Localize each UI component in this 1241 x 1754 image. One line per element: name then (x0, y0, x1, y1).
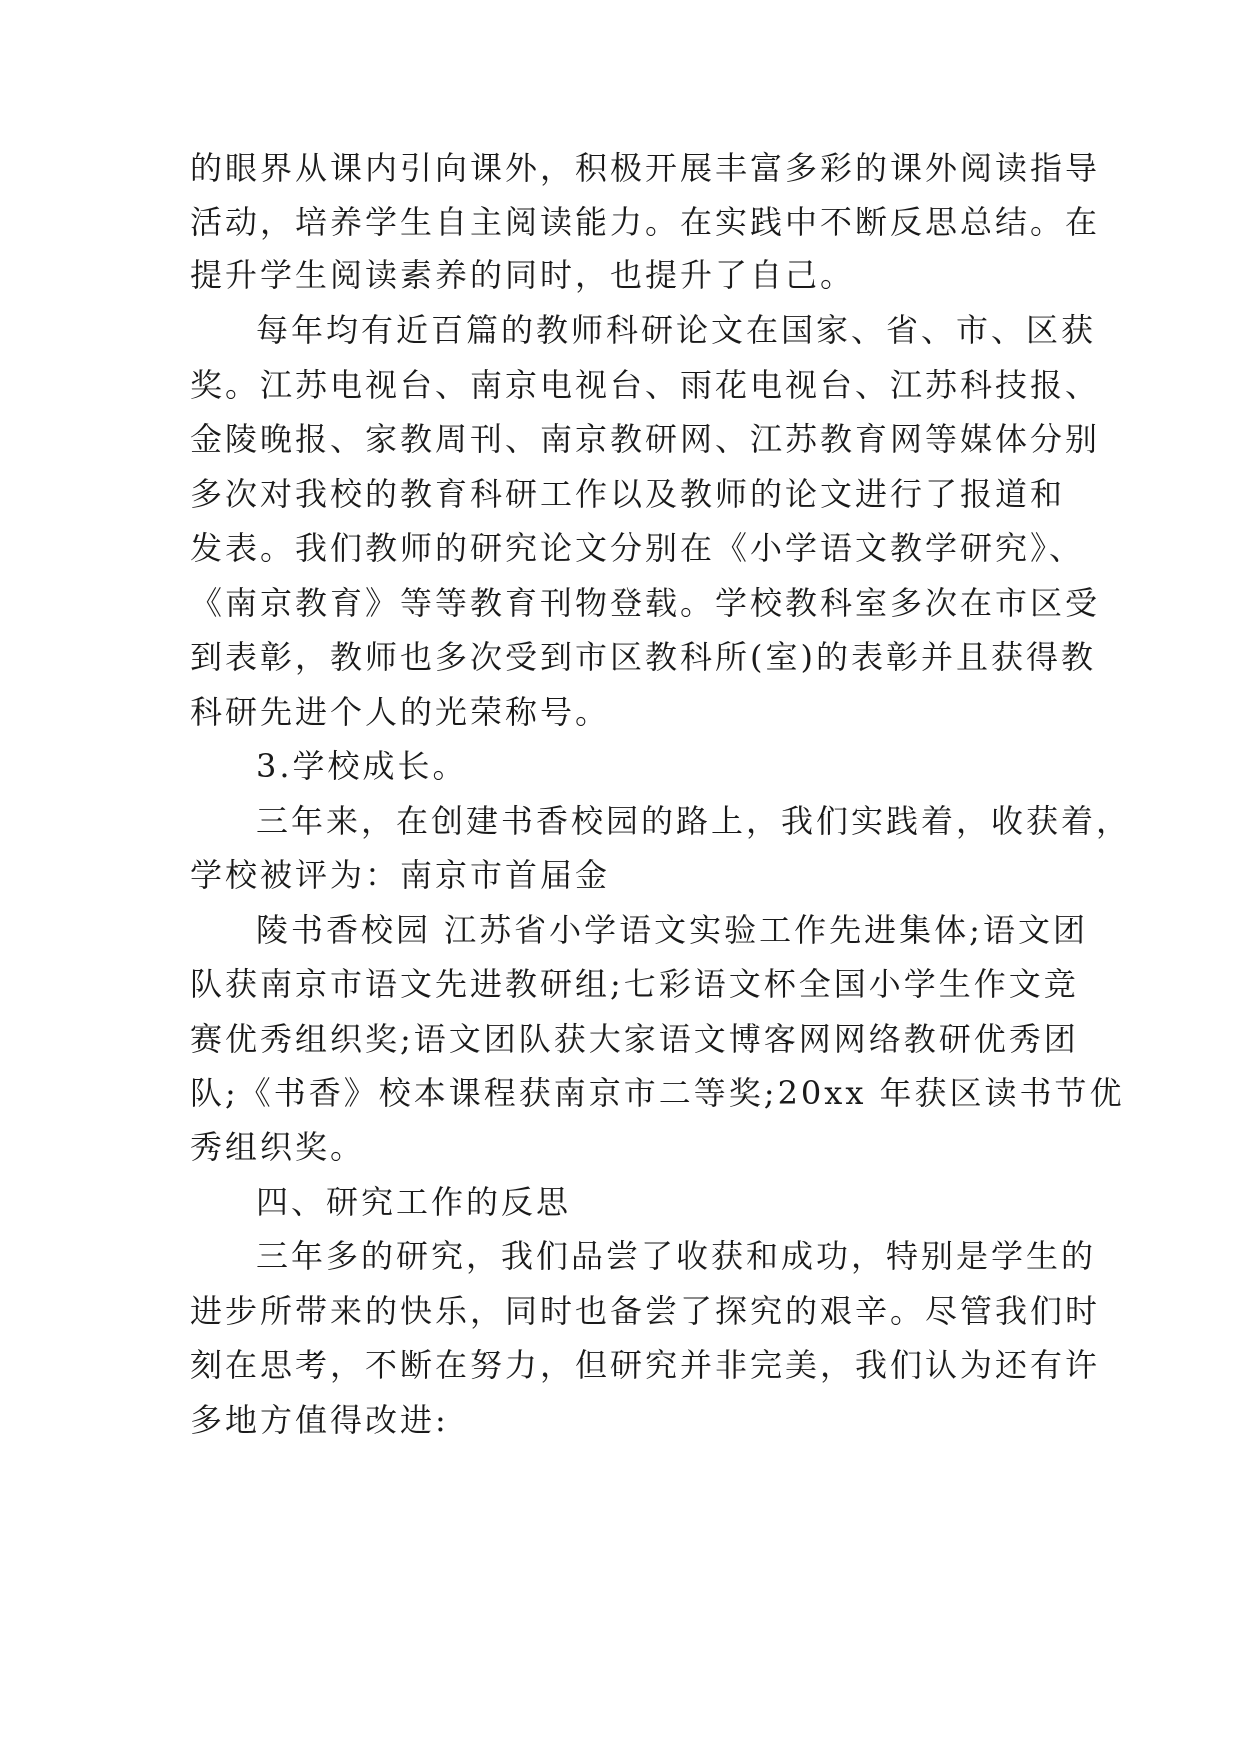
text-line: 队;《书香》校本课程获南京市二等奖;20xx 年获区读书节优 (190, 1074, 1125, 1112)
text-line: 队获南京市语文先进教研组;七彩语文杯全国小学生作文竞 (190, 965, 1079, 1003)
paragraph-first-line: 陵书香校园 江苏省小学语文实验工作先进集体;语文团 (256, 911, 1088, 949)
text-line: 多地方值得改进: (190, 1401, 449, 1439)
text-line: 学校被评为：南京市首届金 (190, 856, 611, 894)
text-line: 发表。我们教师的研究论文分别在《小学语文教学研究》、 (190, 529, 1085, 567)
section-heading: 3.学校成长。 (256, 747, 468, 785)
text-line: 进步所带来的快乐，同时也备尝了探究的艰辛。尽管我们时 (190, 1292, 1101, 1330)
text-line: 金陵晚报、家教周刊、南京教研网、江苏教育网等媒体分别 (190, 420, 1101, 458)
section-heading: 四、研究工作的反思 (256, 1183, 572, 1221)
text-line: 多次对我校的教育科研工作以及教师的论文进行了报道和 (190, 475, 1066, 513)
text-line: 到表彰，教师也多次受到市区教科所(室)的表彰并且获得教 (190, 638, 1096, 676)
text-line: 秀组织奖。 (190, 1128, 366, 1166)
text-line: 《南京教育》等等教育刊物登载。学校教科室多次在市区受 (190, 584, 1101, 622)
paragraph-first-line: 三年来，在创建书香校园的路上，我们实践着，收获着， (256, 802, 1132, 840)
paragraph-first-line: 每年均有近百篇的教师科研论文在国家、省、市、区获 (256, 311, 1097, 349)
text-line: 活动，培养学生自主阅读能力。在实践中不断反思总结。在 (190, 203, 1101, 241)
text-line: 提升学生阅读素养的同时，也提升了自己。 (190, 256, 856, 294)
text-line: 科研先进个人的光荣称号。 (190, 693, 611, 731)
text-line: 奖。江苏电视台、南京电视台、雨花电视台、江苏科技报、 (190, 366, 1101, 404)
text-line: 赛优秀组织奖;语文团队获大家语文博客网网络教研优秀团 (190, 1020, 1079, 1058)
text-line: 刻在思考，不断在努力，但研究并非完美，我们认为还有许 (190, 1346, 1101, 1384)
paragraph-first-line: 三年多的研究，我们品尝了收获和成功，特别是学生的 (256, 1237, 1097, 1275)
text-line: 的眼界从课内引向课外，积极开展丰富多彩的课外阅读指导 (190, 149, 1101, 187)
